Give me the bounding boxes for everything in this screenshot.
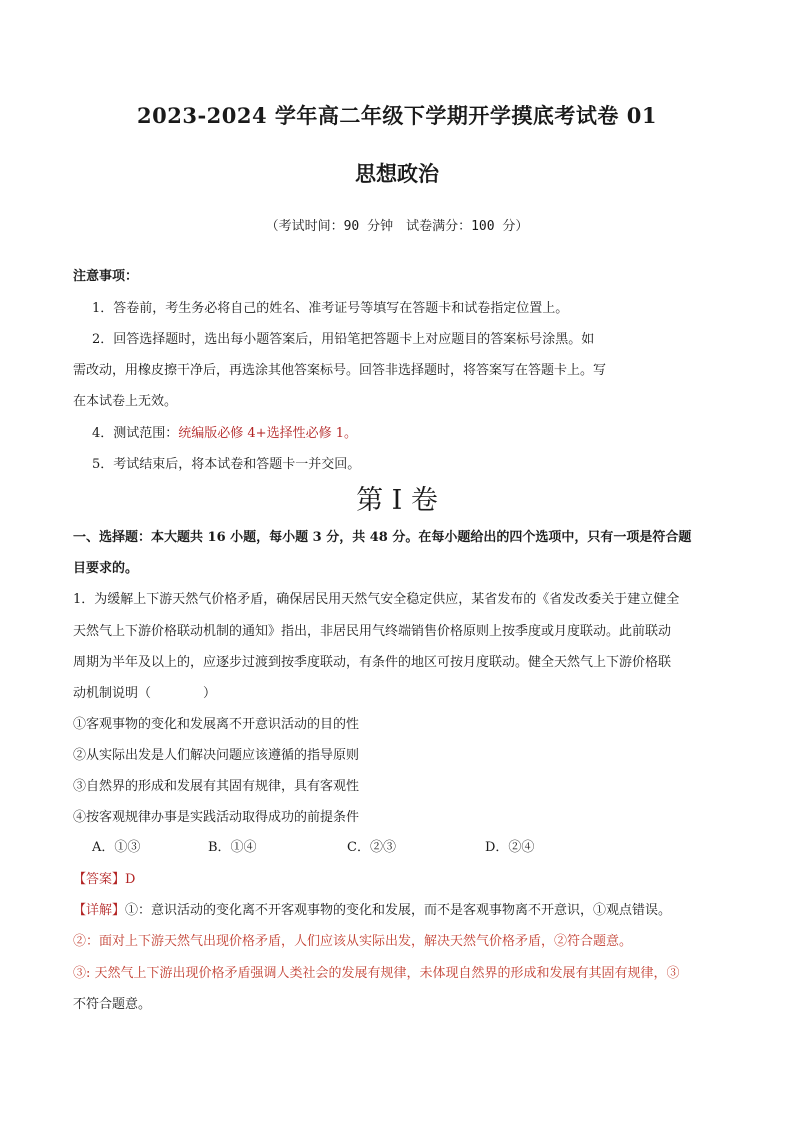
notice-item-5: 5．考试结束后，将本试卷和答题卡一并交回。: [92, 457, 361, 472]
detail-line-3: ③: 天然气上下游出现价格矛盾强调人类社会的发展有规律，未体现自然界的形成和发展有其固有规律，③: [73, 966, 680, 981]
detail-line-2: ②：面对上下游天然气出现价格矛盾，人们应该从实际出发，解决天然气价格矛盾，②符合题意。: [73, 934, 633, 949]
detail-line-1: [73, 899, 671, 918]
notice-item-2-line-1: 2．回答选择题时，选出每小题答案后，用铅笔把答题卡上对应题目的答案标号涂黑。如: [92, 332, 595, 347]
notice-heading: 注意事项：: [73, 269, 139, 284]
detail-label: 【详解】: [73, 903, 126, 918]
question-1-stem-line-3: 周期为半年及以上的，应逐步过渡到按季度联动，有条件的地区可按月度联动。健全天然气上下游价格联: [73, 655, 672, 670]
option-a[interactable]: A．①③: [92, 840, 141, 855]
notice-item-2-line-2: 需改动，用橡皮擦干净后，再选涂其他答案标号。回答非选择题时，将答案写在答题卡上。写: [73, 363, 607, 378]
answer-line: [73, 868, 135, 887]
statement-1: ①客观事物的变化和发展离不开意识活动的目的性: [73, 717, 360, 732]
exam-title: 2023-2024 学年高二年级下学期开学摸底考试卷 01: [137, 103, 657, 128]
question-1-stem-line-2: 天然气上下游价格联动机制的通知》指出，非居民用气终端销售价格原则上按季度或月度联动。此前联动: [73, 624, 672, 639]
notice-item-2-line-3: 在本试卷上无效。: [73, 394, 178, 409]
option-b[interactable]: B．①④: [208, 840, 257, 855]
question-1-stem-line-1: 1．为缓解上下游天然气价格矛盾，确保居民用天然气安全稳定供应，某省发布的《省发改委关于建立健全: [73, 592, 680, 607]
answer-label: 【答案】: [73, 872, 126, 887]
subject-title: 思想政治: [355, 161, 439, 186]
section-title: 第 I 卷: [356, 485, 438, 516]
answer-options: [92, 836, 612, 856]
statement-3: ③自然界的形成和发展有其固有规律，具有客观性: [73, 779, 360, 794]
detail-line-4: 不符合题意。: [73, 997, 152, 1012]
statement-2: ②从实际出发是人们解决问题应该遵循的指导原则: [73, 748, 360, 763]
option-d[interactable]: D．②④: [485, 840, 535, 855]
section-intro-line-1: 一、选择题：本大题共 16 小题，每小题 3 分，共 48 分。在每小题给出的四个选项中，只有一项是符合题: [73, 530, 692, 545]
answer-value: D: [125, 872, 136, 887]
notice-item-4-prefix: 4．测试范围：: [92, 426, 179, 441]
exam-info: （考试时间：90 分钟 试卷满分：100 分）: [265, 219, 529, 234]
detail-text-1: ①：意识活动的变化离不开客观事物的变化和发展，而不是客观事物离不开意识，①观点错误。: [125, 903, 672, 918]
section-intro-line-2: 目要求的。: [73, 561, 139, 576]
notice-item-1: 1．答卷前，考生务必将自己的姓名、准考证号等填写在答题卡和试卷指定位置上。: [92, 301, 569, 316]
statement-4: ④按客观规律办事是实践活动取得成功的前提条件: [73, 810, 360, 825]
question-1-stem-line-4: 动机制说明（ ）: [73, 686, 217, 701]
notice-item-4-range: 统编版必修 4+选择性必修 1。: [178, 426, 357, 441]
notice-item-4: [92, 422, 357, 441]
option-c[interactable]: C．②③: [347, 840, 396, 855]
